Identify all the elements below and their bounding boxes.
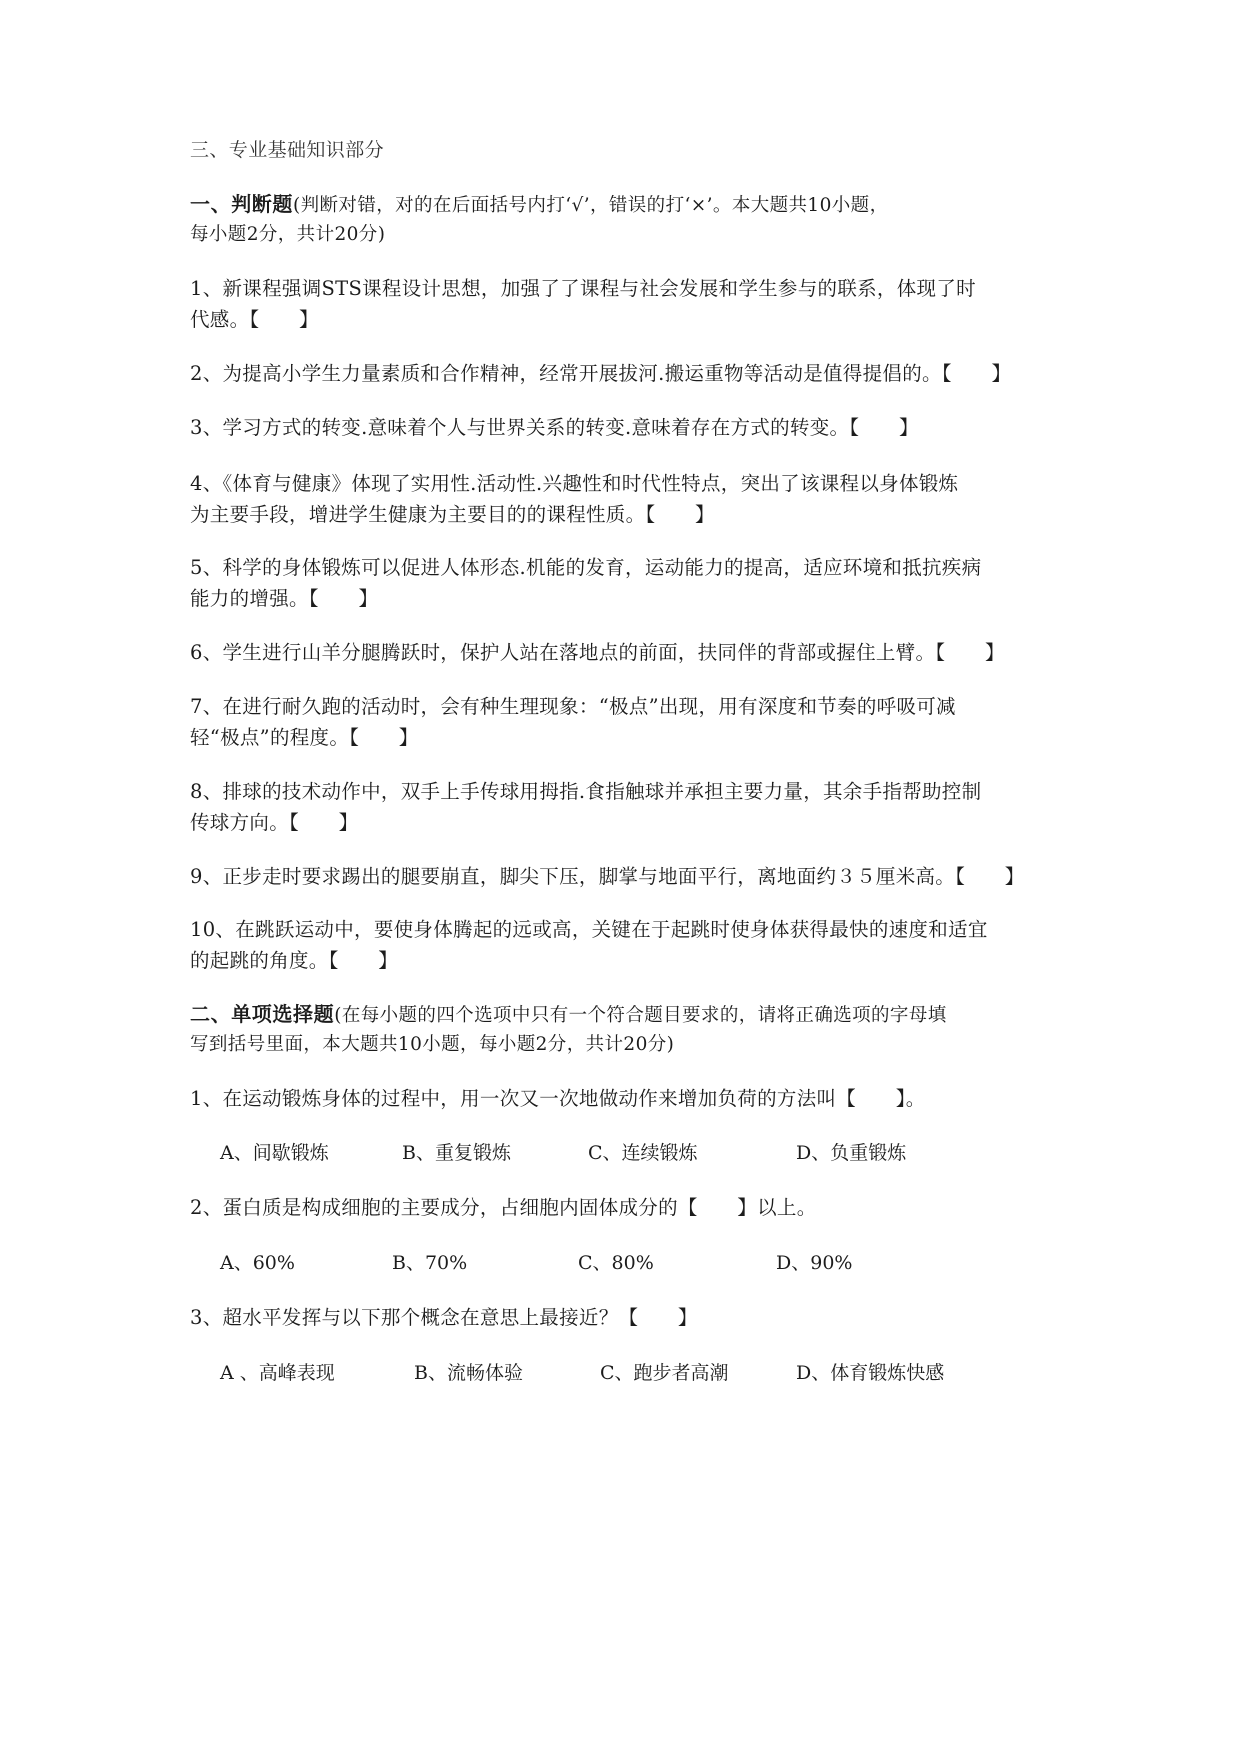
section-1-title: 一、判断题 [190,192,293,216]
mc-3-option-c: C、跑步者高潮 [600,1362,729,1384]
tf-question-5-line2: 能力的增强。【 】 [190,587,379,610]
tf-question-10-line1: 10、在跳跃运动中，要使身体腾起的远或高，关键在于起跳时使身体获得最快的速度和适宜 [190,918,988,941]
tf-question-1-line1: 1、新课程强调STS课程设计思想，加强了了课程与社会发展和学生参与的联系，体现了时 [190,277,976,300]
tf-question-6: 6、学生进行山羊分腿腾跃时，保护人站在落地点的前面，扶同伴的背部或握住上臂。【 】 [190,641,1005,664]
mc-1-option-a: A、间歇锻炼 [220,1142,329,1164]
section-2-desc-line1: (在每小题的四个选项中只有一个符合题目要求的，请将正确选项的字母填 [334,1005,947,1026]
mc-1-option-b: B、重复锻炼 [402,1142,511,1164]
mc-1-option-d: D、负重锻炼 [796,1142,907,1164]
section-1-desc-line1: (判断对错，对的在后面括号内打‘√’，错误的打‘×’。本大题共10小题， [293,195,889,216]
tf-question-4-line2: 为主要手段，增进学生健康为主要目的的课程性质。【 】 [190,503,715,526]
section-2-header [190,998,947,1032]
tf-question-10-line2: 的起跳的角度。【 】 [190,949,399,972]
mc-question-1: 1、在运动锻炼身体的过程中，用一次又一次地做动作来增加负荷的方法叫【 】。 [190,1087,926,1110]
mc-2-option-c: C、80% [578,1252,654,1274]
tf-question-3: 3、学习方式的转变.意味着个人与世界关系的转变.意味着存在方式的转变。【 】 [190,416,919,439]
section-2-title: 二、单项选择题 [190,1002,335,1026]
section-1-header [190,188,888,222]
mc-2-option-a: A、60% [220,1252,295,1274]
mc-2-option-b: B、70% [392,1252,468,1274]
mc-question-2: 2、蛋白质是构成细胞的主要成分，占细胞内固体成分的【 】以上。 [190,1196,817,1219]
tf-question-1-line2: 代感。【 】 [190,308,319,331]
mc-question-3: 3、超水平发挥与以下那个概念在意思上最接近？【 】 [190,1306,698,1329]
mc-2-option-d: D、90% [776,1252,853,1274]
section-2-desc-line2: 写到括号里面，本大题共10小题，每小题2分，共计20分) [190,1034,675,1055]
tf-question-8-line2: 传球方向。【 】 [190,811,359,834]
section-1-desc-line2: 每小题2分，共计20分) [190,224,386,245]
mc-3-option-d: D、体育锻炼快感 [796,1362,945,1384]
mc-3-option-b: B、流畅体验 [414,1362,523,1384]
mc-3-option-a: A 、高峰表现 [220,1362,335,1384]
part-title: 三、专业基础知识部分 [190,139,385,161]
tf-question-7-line2: 轻“极点”的程度。【 】 [190,726,419,749]
mc-1-option-c: C、连续锻炼 [588,1142,698,1164]
tf-question-8-line1: 8、排球的技术动作中，双手上手传球用拇指.食指触球并承担主要力量，其余手指帮助控制 [190,780,982,803]
tf-question-2: 2、为提高小学生力量素质和合作精神，经常开展拔河.搬运重物等活动是值得提倡的。【 】 [190,362,1012,385]
tf-question-4-line1: 4、《体育与健康》体现了实用性.活动性.兴趣性和时代性特点，突出了该课程以身体锻炼 [190,472,959,495]
tf-question-9: 9、正步走时要求踢出的腿要崩直，脚尖下压，脚掌与地面平行，离地面约３５厘米高。【 】 [190,865,1025,888]
tf-question-7-line1: 7、在进行耐久跑的活动时，会有种生理现象：“极点”出现，用有深度和节奏的呼吸可减 [190,695,956,718]
tf-question-5-line1: 5、科学的身体锻炼可以促进人体形态.机能的发育，运动能力的提高，适应环境和抵抗疾病 [190,556,982,579]
